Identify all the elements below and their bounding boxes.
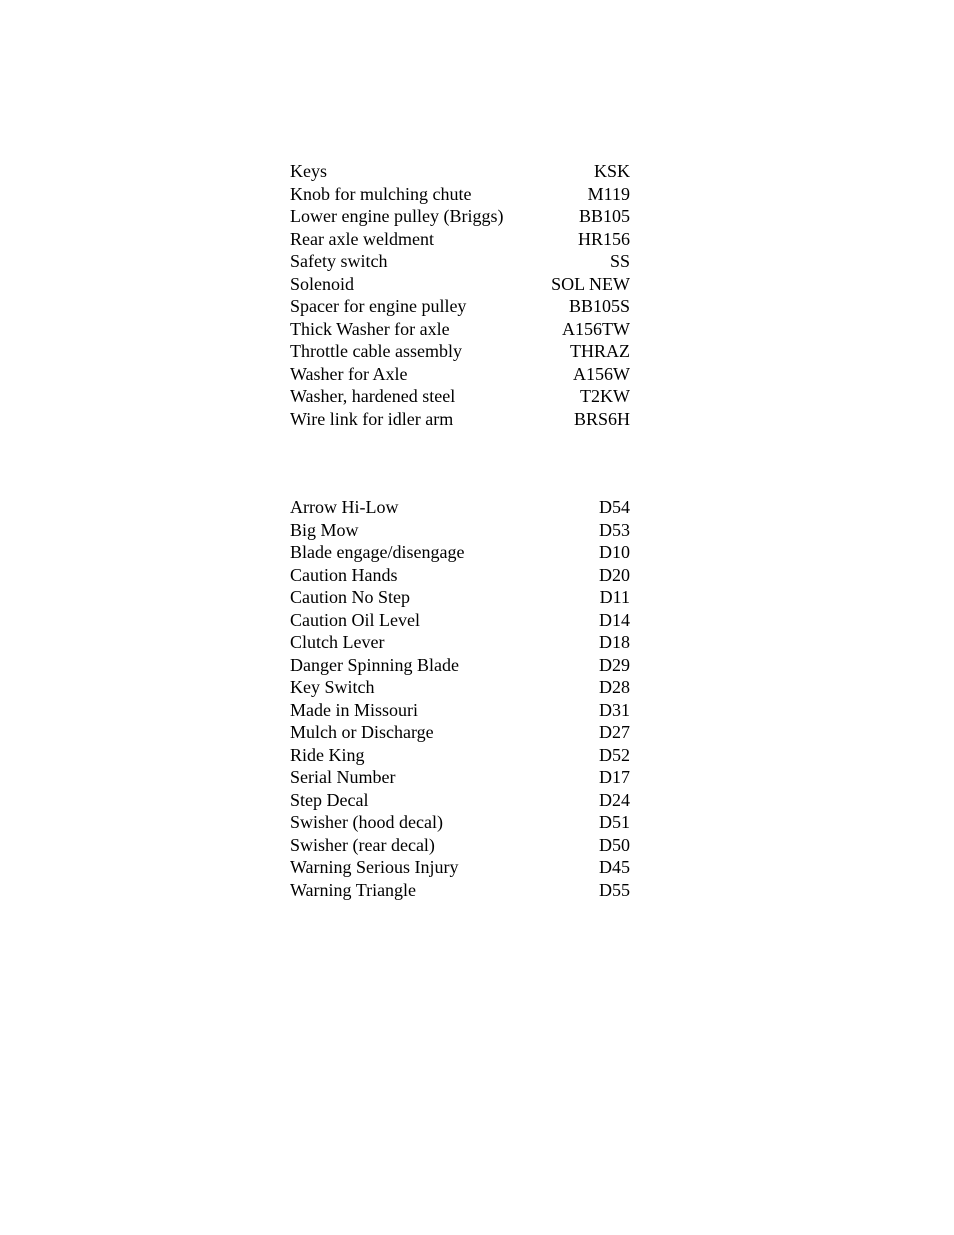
list-item [290,519,630,542]
list-item [290,160,630,183]
decal-number: D53 [599,519,630,540]
part-name: Washer, hardened steel [290,386,456,406]
decal-name: Mulch or Discharge [290,722,434,742]
list-item [290,385,630,408]
decal-number: D54 [599,497,630,517]
decal-number: D24 [599,789,630,810]
decal-name: Danger Spinning Blade [290,654,459,675]
decal-name: Serial Number [290,767,396,787]
list-item [290,363,630,386]
list-item [290,744,630,767]
part-number: A156W [573,363,630,384]
part-number: A156TW [562,318,630,339]
decal-name: Swisher (hood decal) [290,812,443,832]
part-name: Safety switch [290,251,388,271]
part-name: Lower engine pulley (Briggs) [290,206,504,226]
decal-number: D31 [599,699,630,720]
decal-name: Swisher (rear decal) [290,834,435,855]
list-item [290,789,630,812]
decal-name: Caution No Step [290,587,410,607]
decal-name: Caution Oil Level [290,609,420,630]
decal-number: D14 [599,609,630,630]
part-name: Solenoid [290,273,355,294]
part-number: KSK [593,161,630,181]
part-name: Keys [290,161,327,181]
part-number: SOL NEW [551,273,630,294]
decal-number: D45 [599,857,630,877]
decal-number: D51 [599,812,630,832]
list-item [290,766,630,789]
list-item [290,183,630,206]
list-item [290,318,630,341]
decal-number: D52 [599,744,630,765]
decal-number: D18 [599,632,630,652]
part-number: T2KW [580,386,630,406]
decal-name: Clutch Lever [290,632,385,652]
list-item [290,631,630,654]
list-item [290,496,630,519]
list-item [290,564,630,587]
decal-number: D29 [599,654,630,675]
list-item [290,250,630,273]
decal-name: Caution Hands [290,564,398,585]
decal-name: Ride King [290,744,365,765]
decal-name: Key Switch [290,677,375,697]
list-item [290,408,630,431]
decal-number: D27 [599,722,630,742]
list-item [290,699,630,722]
part-name: Washer for Axle [290,363,408,384]
decal-number: D20 [599,564,630,585]
decal-name: Warning Triangle [290,879,417,900]
decal-name: Warning Serious Injury [290,857,459,877]
list-item [290,834,630,857]
list-item [290,586,630,609]
list-item [290,340,630,363]
decal-name: Made in Missouri [290,699,418,720]
part-name: Throttle cable assembly [290,341,462,361]
part-name: Spacer for engine pulley [290,296,467,316]
part-number: BB105 [578,206,630,226]
list-item [290,273,630,296]
decal-name: Blade engage/disengage [290,542,465,562]
decal-number: D10 [599,542,630,562]
part-name: Thick Washer for axle [290,318,450,339]
list-item [290,295,630,318]
list-item [290,721,630,744]
part-number: BRS6H [573,408,630,429]
list-item [290,811,630,834]
decal-name: Arrow Hi-Low [290,497,399,517]
part-number: THRAZ [570,341,630,361]
list-item [290,654,630,677]
list-item [290,228,630,251]
list-item [290,676,630,699]
decal-number: D17 [599,767,630,787]
part-number: SS [609,251,630,271]
list-item [290,205,630,228]
decals-list [290,496,630,901]
part-number: M119 [587,183,630,204]
part-number: HR156 [577,228,630,249]
decal-number: D50 [599,834,630,855]
decal-name: Big Mow [290,519,359,540]
part-name: Wire link for idler arm [290,408,454,429]
list-item [290,609,630,632]
part-name: Knob for mulching chute [290,183,472,204]
list-item [290,856,630,879]
list-item [290,879,630,902]
decal-number: D28 [599,677,630,697]
decal-name: Step Decal [290,789,369,810]
part-name: Rear axle weldment [290,228,434,249]
parts-list [290,160,630,430]
decal-number: D55 [599,879,630,900]
list-item [290,541,630,564]
decal-number: D11 [599,587,630,607]
part-number: BB105S [568,296,630,316]
